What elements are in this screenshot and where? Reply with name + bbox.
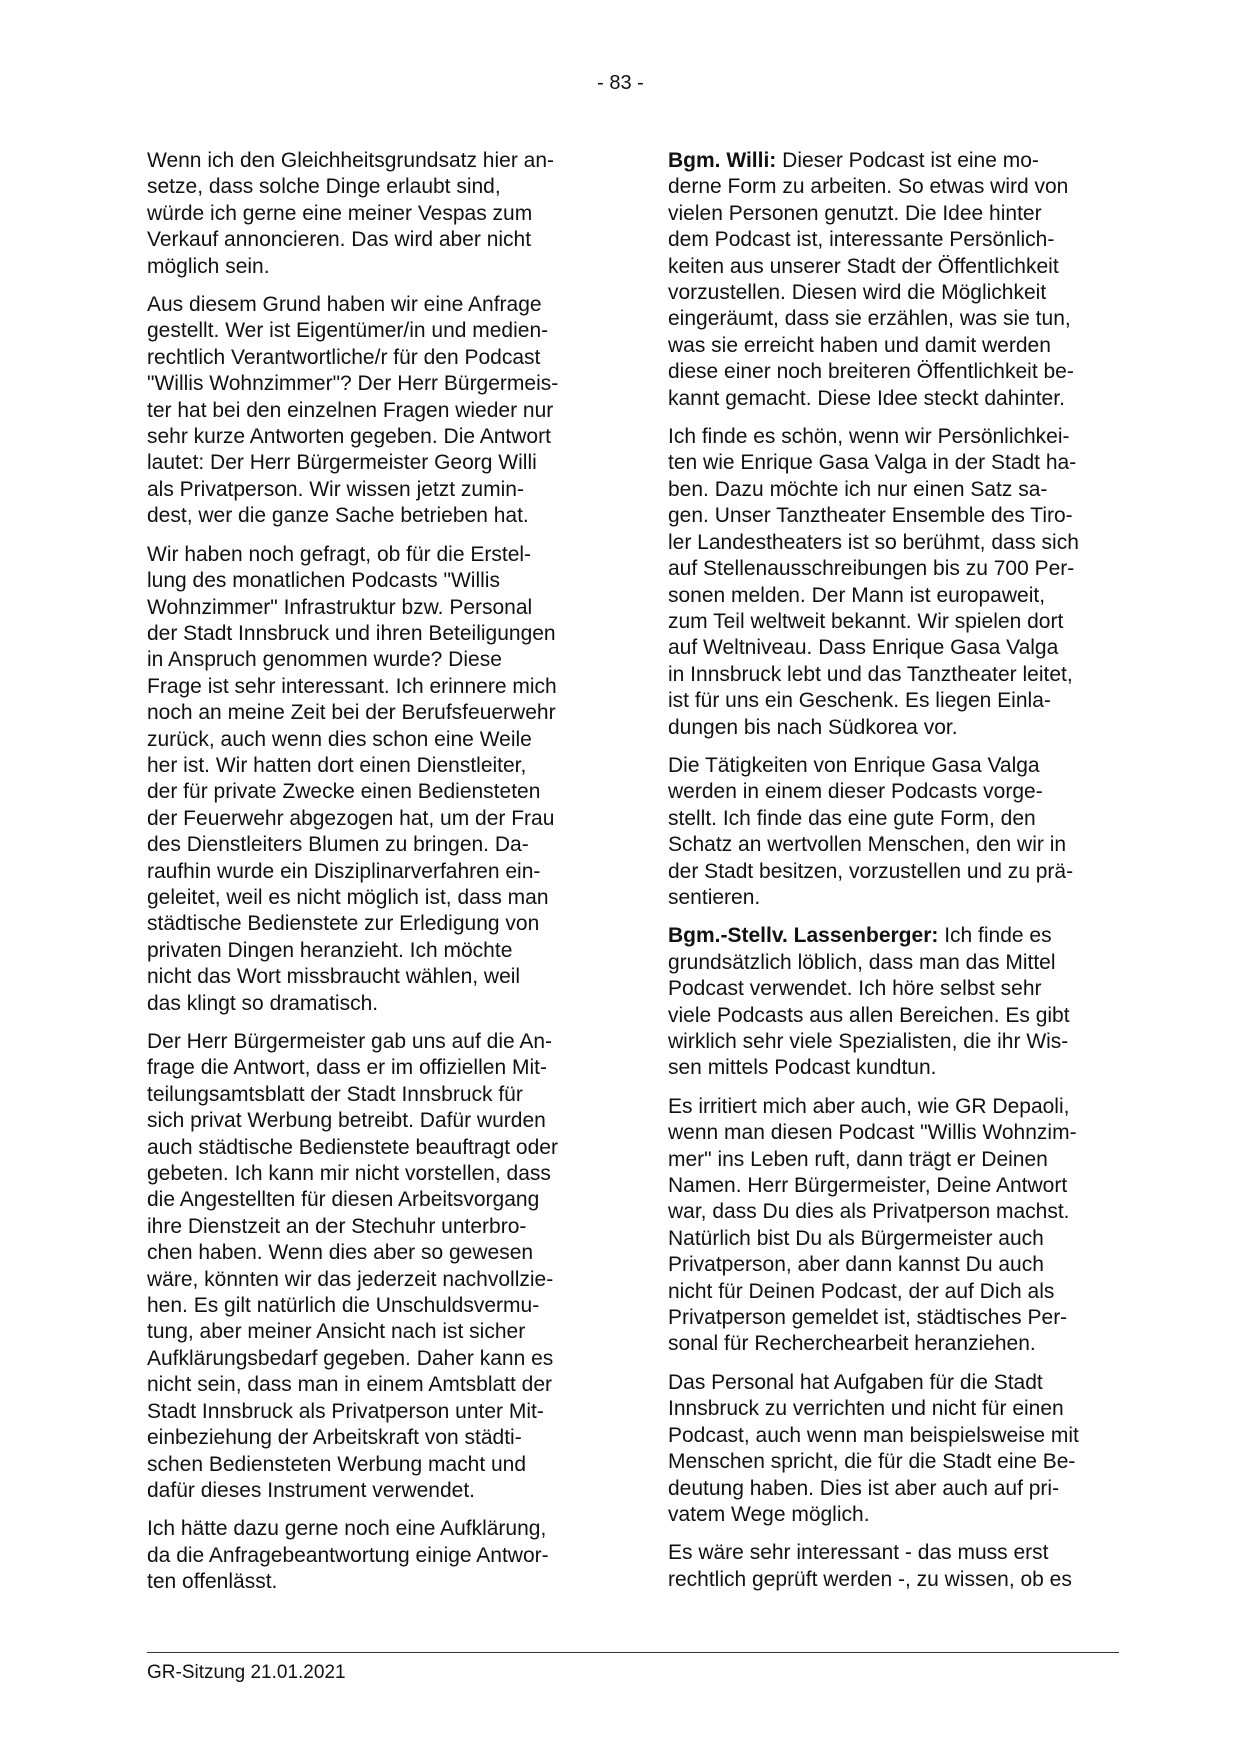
paragraph: Ich finde es schön, wenn wir Persönlichkei- ten wie Enrique Gasa Valga in der Stadt ha- ben. Dazu möchte ich nur einen Satz sa- gen. Unser Tanztheater Ensemble des Tiro- ler Landestheaters ist so berühmt, dass sich auf Stellenausschreibungen bis zu 700 Per- sonen melden. Der Mann ist europaweit, zum Teil weltweit bekannt. Wir spielen dort auf Weltniveau. Dass Enrique Gasa Valga in Innsbruck lebt und das Tanztheater leitet, ist für uns ein Geschenk. Es liegen Einla- dungen bis nach Südkorea vor. — [668, 425, 1079, 739]
paragraph-text: Dieser Podcast ist eine mo- derne Form zu arbeiten. So etwas wird von vielen Personen genutzt. Die Idee hinter dem Podcast ist, interessante Persönlich- keiten aus unserer Stadt der Öffentlichkeit vorzustellen. Diesen wird die Möglichkeit eingeräumt, dass sie erzählen, was sie tun, was sie erreicht haben und damit werden diese einer noch breiteren Öffentlichkeit be- kannt gemacht. Diese Idee steckt dahinter. — [668, 149, 1074, 410]
paragraph-text: Ich finde es grundsätzlich löblich, dass man das Mittel Podcast verwendet. Ich höre selbst sehr viele Podcasts aus allen Bereichen. Es gibt wirklich sehr viele Spezialisten, die ihr Wis- sen mittels Podcast kundtun. — [668, 924, 1070, 1080]
footer-session-date: GR-Sitzung 21.01.2021 — [147, 1662, 346, 1683]
speaker-name: Bgm.-Stellv. Lassenberger: — [668, 924, 939, 948]
paragraph: Es wäre sehr interessant - das muss erst rechtlich geprüft werden -, zu wissen, ob es — [668, 1541, 1072, 1591]
paragraph: Es irritiert mich aber auch, wie GR Depaoli, wenn man diesen Podcast "Willis Wohnzim- mer" ins Leben ruft, dann trägt er Deinen Namen. Herr Bürgermeister, Deine Antwort war, dass Du dies als Privatperson machst. Natürlich bist Du als Bürgermeister auch Privatperson, aber dann kannst Du auch nicht für Deinen Podcast, der auf Dich als Privatperson gemeldet ist, städtisches Per- sonal für Recherchearbeit heranziehen. — [668, 1094, 1077, 1356]
right-column — [668, 148, 1126, 1605]
left-column — [147, 148, 605, 1608]
paragraph — [668, 923, 1126, 1081]
paragraph: Die Tätigkeiten von Enrique Gasa Valga werden in einem dieser Podcasts vorge- stellt. Ich finde das eine gute Form, den Schatz an wertvollen Menschen, den wir in der Stadt besitzen, vorzustellen und zu prä- sentieren. — [668, 753, 1074, 909]
paragraph: Wir haben noch gefragt, ob für die Erstel- lung des monatlichen Podcasts "Willis Wohnzimmer" Infrastruktur bzw. Personal der Stadt Innsbruck und ihren Beteiligungen in Anspruch genommen wurde? Diese Frage ist sehr interessant. Ich erinnere mich noch an meine Zeit bei der Berufsfeuerwehr zurück, auch wenn dies schon eine Weile her ist. Wir hatten dort einen Dienstleiter, der für private Zwecke einen Bediensteten der Feuerwehr abgezogen hat, um der Frau des Dienstleiters Blumen zu bringen. Da- raufhin wurde ein Disziplinarverfahren ein- geleitet, weil es nicht möglich ist, dass man städtische Bedienstete zur Erledigung von privaten Dingen heranzieht. Ich möchte nicht das Wort missbraucht wählen, weil das klingt so dramatisch. — [147, 542, 557, 1015]
paragraph: Der Herr Bürgermeister gab uns auf die An- frage die Antwort, dass er im offiziellen Mit- teilungsamtsblatt der Stadt Innsbruck für sich privat Werbung betreibt. Dafür wurden auch städtische Bedienstete beauftragt oder gebeten. Ich kann mir nicht vorstellen, dass die Angestellten für diesen Arbeitsvorgang ihre Dienstzeit an der Stechuhr unterbro- chen haben. Wenn dies aber so gewesen wäre, könnten wir das jederzeit nachvollzie- hen. Es gilt natürlich die Unschuldsvermu- tung, aber meiner Ansicht nach ist sicher Aufklärungsbedarf gegeben. Daher kann es nicht sein, dass man in einem Amtsblatt der Stadt Innsbruck als Privatperson unter Mit- einbeziehung der Arbeitskraft von städti- schen Bediensteten Werbung macht und dafür dieses Instrument verwendet. — [147, 1030, 558, 1502]
paragraph: Das Personal hat Aufgaben für die Stadt Innsbruck zu verrichten und nicht für einen Podcast, auch wenn man beispielsweise mit Menschen spricht, die für die Stadt eine Be- deutung haben. Dies ist aber auch auf pri- vatem Wege möglich. — [668, 1370, 1079, 1526]
paragraph: Ich hätte dazu gerne noch eine Aufklärung, da die Anfragebeantwortung einige Antwor- ten offenlässt. — [147, 1517, 549, 1594]
paragraph: Aus diesem Grund haben wir eine Anfrage gestellt. Wer ist Eigentümer/in und medien- rechtlich Verantwortliche/r für den Podcast "Willis Wohnzimmer"? Der Herr Bürgermeis- ter hat bei den einzelnen Fragen wieder nur sehr kurze Antworten gegeben. Die Antwort lautet: Der Herr Bürgermeister Georg Willi als Privatperson. Wir wissen jetzt zumin- dest, wer die ganze Sache betrieben hat. — [147, 293, 559, 528]
paragraph: Wenn ich den Gleichheitsgrundsatz hier an- setze, dass solche Dinge erlaubt sind, würde ich gerne eine meiner Vespas zum Verkauf annoncieren. Das wird aber nicht möglich sein. — [147, 149, 555, 278]
paragraph — [668, 148, 1126, 412]
speaker-name: Bgm. Willi: — [668, 149, 777, 172]
footer-divider — [147, 1652, 1119, 1653]
page-number: - 83 - — [597, 72, 644, 94]
